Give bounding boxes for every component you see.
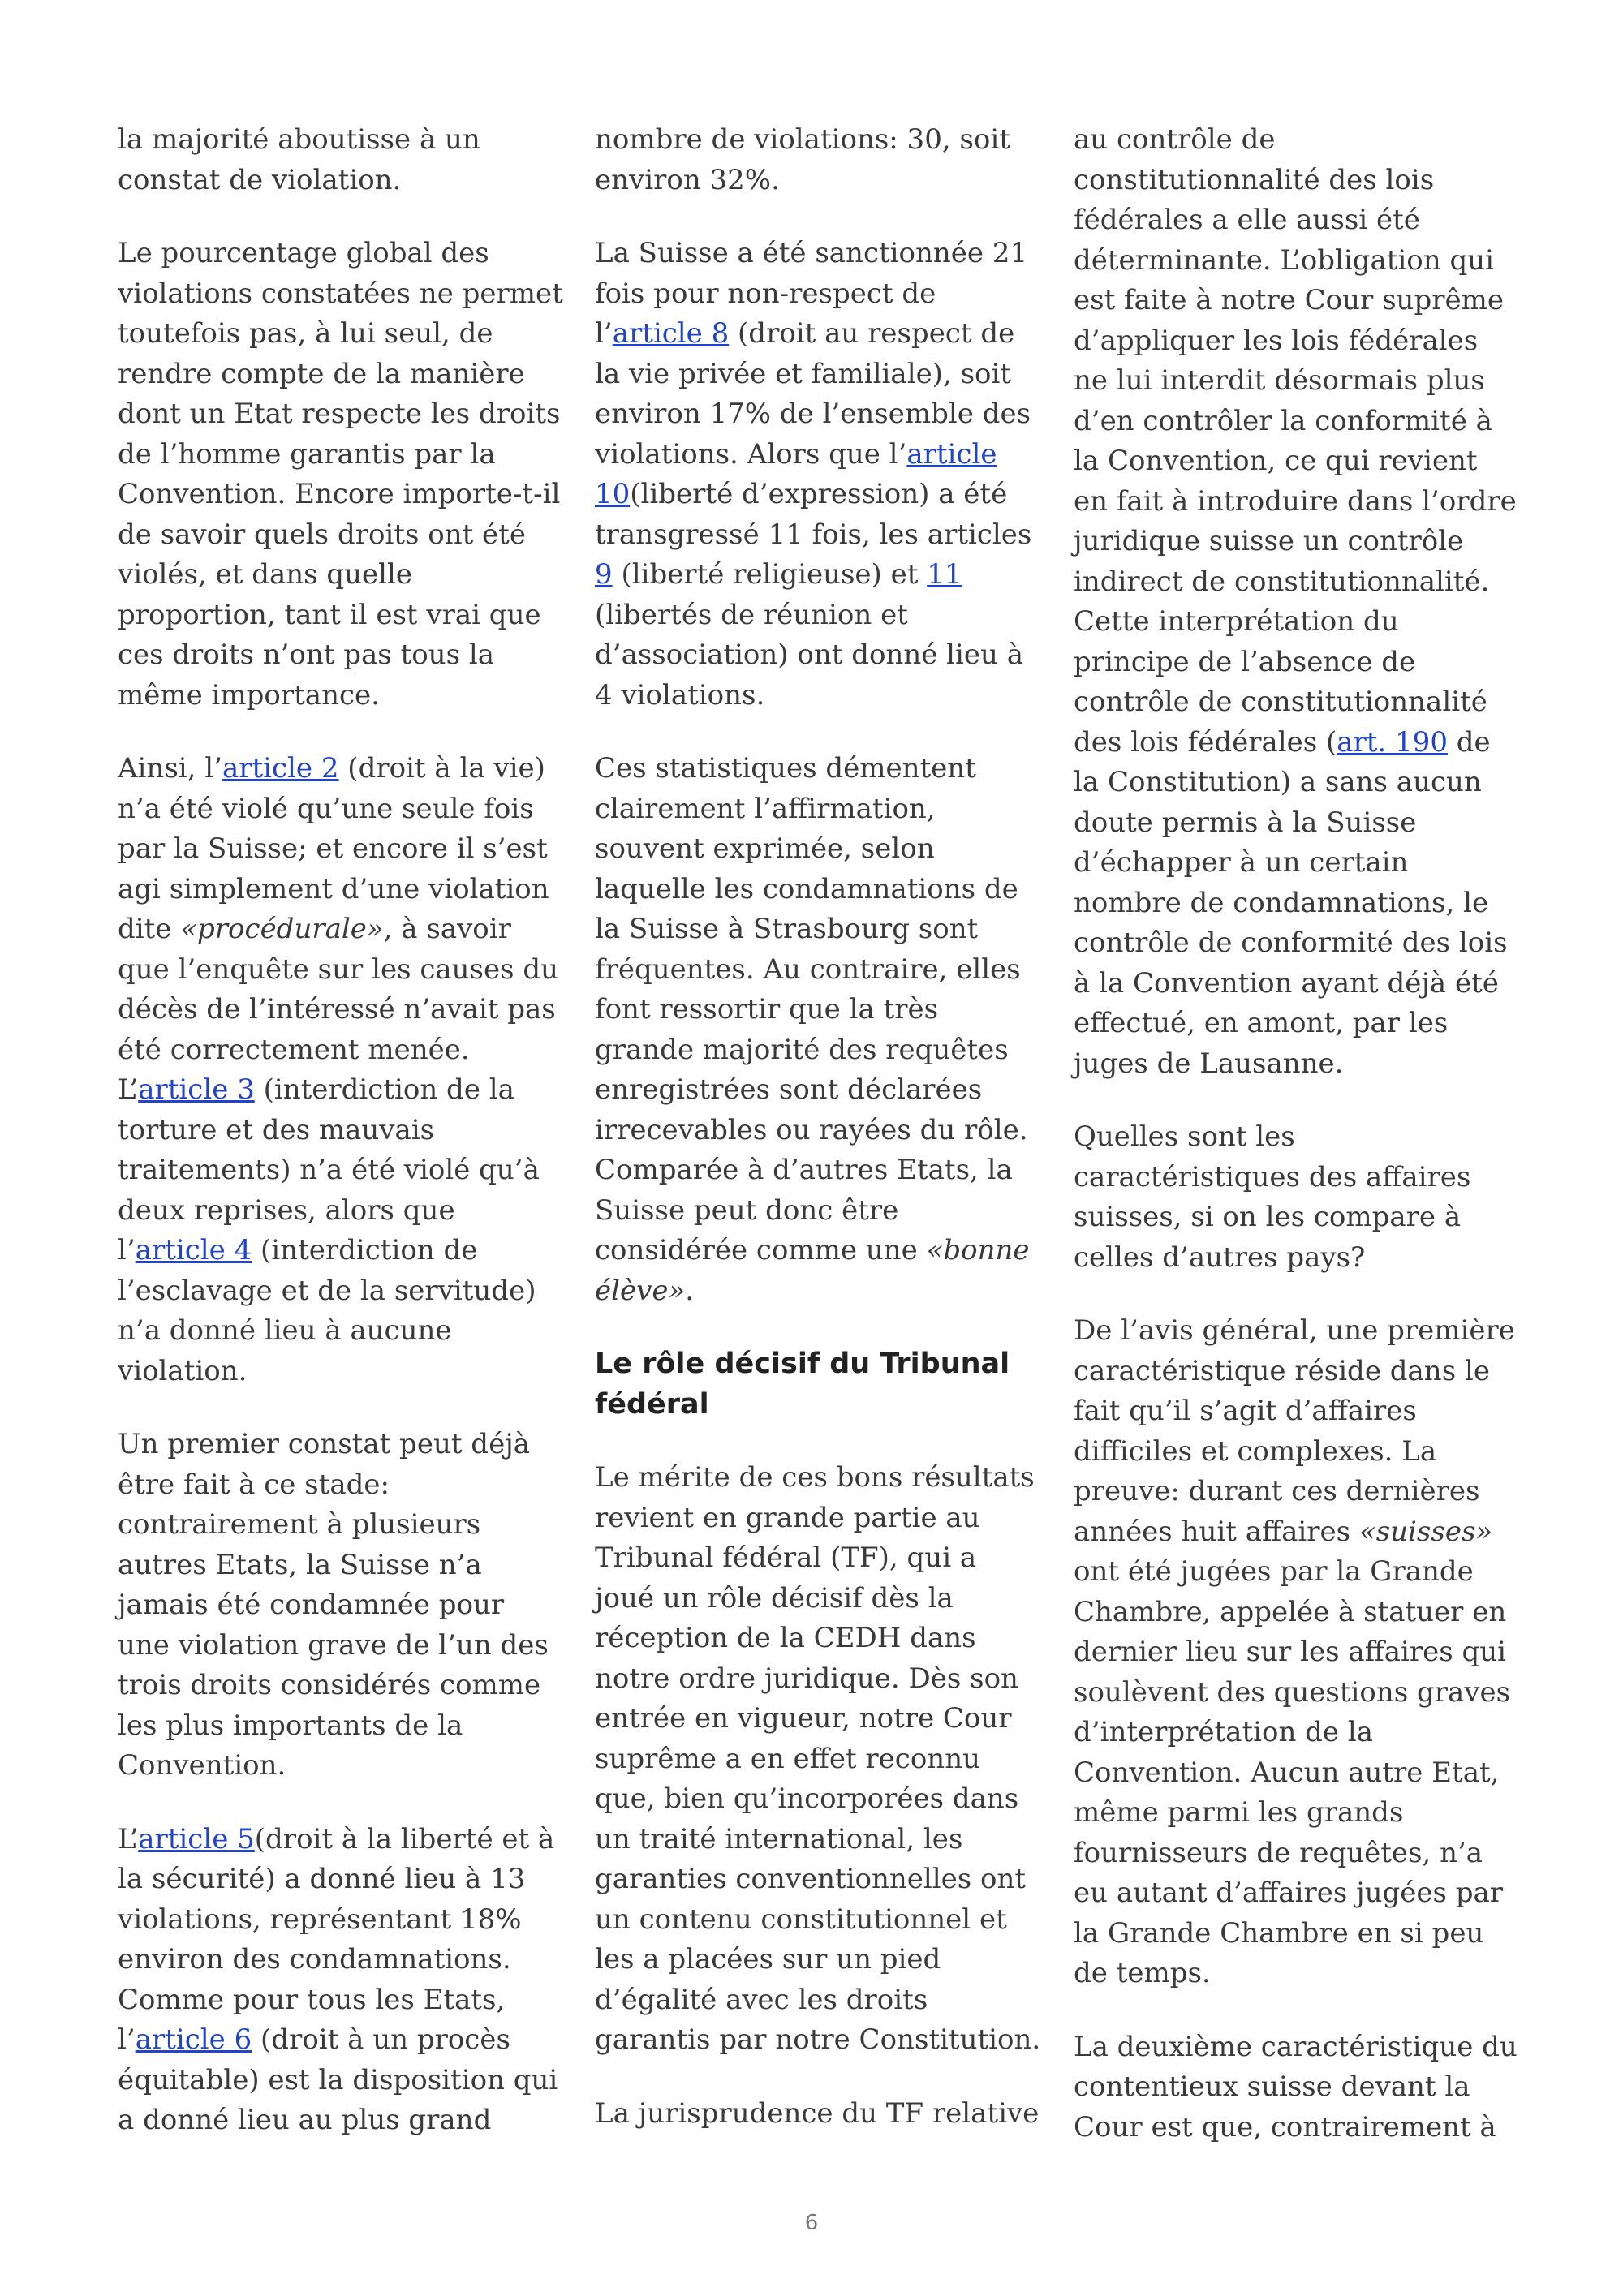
text-run: (droit à un procès équitable) est la disposition qui a donné lieu au plus grand xyxy=(118,2023,558,2136)
text-column-3 xyxy=(1074,120,1520,2181)
link-article-8[interactable]: article 8 xyxy=(612,317,730,350)
text-run: (interdiction de la torture et des mauvais traitements) n’a été violé qu’à deux reprises, alors que l’ xyxy=(118,1073,540,1266)
section-heading: Le rôle décisif du Tribunal fédéral xyxy=(595,1348,1010,1421)
paragraph: La jurisprudence du TF relative xyxy=(595,2096,1040,2130)
paragraph xyxy=(595,749,1041,1311)
paragraph xyxy=(118,749,564,1391)
emphasis: «procédurale» xyxy=(180,913,384,945)
text-run: ont été jugées par la Grande Chambre, appelée à statuer en dernier lieu sur les affaires qui soulèvent des questions graves d’interprétation de la Convention. Aucun autre Etat, même parmi les grands fournisseurs de requêtes, n’a eu autant d’affaires jugées par la Grande Chambre en si peu de temps. xyxy=(1074,1555,1511,1989)
text-run: au contrôle de constitutionnalité des lois fédérales a elle aussi été déterminante. L’obligation qui est faite à notre Cour suprême d’appliquer les lois fédérales ne lui interdit désormais plus d’en contrôler la conformité à la Convention, ce qui revient en fait à introduire dans l’ordre juridique suisse un contrôle indirect de constitutionnalité. Cette interprétation du principe de l’absence de contrôle de constitutionnalité des lois fédérales ( xyxy=(1074,123,1517,759)
text-run: De l’avis général, une première caractéristique réside dans le fait qu’il s’agit d’affaires difficiles et complexes. La preuve: durant ces dernières années huit affaires xyxy=(1074,1314,1515,1548)
paragraph: la majorité aboutisse à un constat de violation. xyxy=(118,123,480,196)
text-run: (droit à la liberté et à la sécurité) a donné lieu à 13 violations, représentant 18% environ des condamnations. Comme pour tous les Etats, l’ xyxy=(118,1822,555,2056)
text-run: , à savoir que l’enquête sur les causes du décès de l’intéressé n’avait pas été correctement menée. L’ xyxy=(118,913,559,1106)
text-run: de la Constitution) a sans aucun doute permis à la Suisse d’échapper à un certain nombre de condamnations, le contrôle de conformité des lois à la Convention ayant déjà été effectué, en amont, par les juges de Lausanne. xyxy=(1074,725,1508,1080)
text-run: La Suisse a été sanctionnée 21 fois pour non-respect de l’ xyxy=(595,237,1028,350)
text-column-2 xyxy=(595,120,1041,2167)
paragraph: La deuxième caractéristique du contentieux suisse devant la Cour est que, contrairement à xyxy=(1074,2030,1518,2143)
paragraph xyxy=(118,1820,564,2141)
paragraph xyxy=(1074,120,1520,1084)
paragraph: nombre de violations: 30, soit environ 32%. xyxy=(595,123,1010,196)
paragraph: Un premier constat peut déjà être fait à ce stade: contrairement à plusieurs autres Etats, la Suisse n’a jamais été condamnée pour une violation grave de l’un des trois droits considérés comme les plus importants de la Convention. xyxy=(118,1428,549,1782)
text-run: . xyxy=(685,1274,695,1307)
link-article-3[interactable]: article 3 xyxy=(138,1073,255,1106)
link-article-10[interactable]: article 10 xyxy=(595,437,997,510)
paragraph xyxy=(1074,1311,1520,1994)
text-column-1 xyxy=(118,120,564,2174)
paragraph: Le mérite de ces bons résultats revient en grande partie au Tribunal fédéral (TF), qui a joué un rôle décisif dès la réception de la CEDH dans notre ordre juridique. Dès son entrée en vigueur, notre Cour suprême a en effet reconnu que, bien qu’incorporées dans un traité international, les garanties conventionnelles ont un contenu constitutionnel et les a placées sur un pied d’égalité avec les droits garantis par notre Constitution. xyxy=(595,1461,1041,2056)
paragraph xyxy=(595,234,1041,716)
link-article-11[interactable]: 11 xyxy=(927,558,962,591)
text-run: Ces statistiques démentent clairement l’affirmation, souvent exprimée, selon laquelle les condamnations de la Suisse à Strasbourg sont fréquentes. Au contraire, elles font ressortir que la très grande majorité des requêtes enregistrées sont déclarées irrecevables ou rayées du rôle. Comparée à d’autres Etats, la Suisse peut donc être considérée comme une xyxy=(595,752,1028,1266)
text-run: L’ xyxy=(118,1822,139,1855)
text-run: (droit à la vie) n’a été violé qu’une seule fois par la Suisse; et encore il s’est agi simplement d’une violation dite xyxy=(118,752,549,945)
paragraph: Quelles sont les caractéristiques des affaires suisses, si on les compare à celles d’autres pays? xyxy=(1074,1120,1471,1274)
text-run: (liberté religieuse) et xyxy=(612,558,928,591)
text-run: Ainsi, l’ xyxy=(118,752,222,785)
text-run: (liberté d’expression) a été transgressé 11 fois, les articles xyxy=(595,478,1032,551)
text-run: (interdiction de l’esclavage et de la servitude) n’a donné lieu à aucune violation. xyxy=(118,1234,536,1387)
link-article-9[interactable]: 9 xyxy=(595,558,613,591)
text-run: (droit au respect de la vie privée et familiale), soit environ 17% de l’ensemble des violations. Alors que l’ xyxy=(595,317,1031,471)
link-article-5[interactable]: article 5 xyxy=(138,1822,255,1855)
link-article-2[interactable]: article 2 xyxy=(222,752,339,785)
link-article-190[interactable]: art. 190 xyxy=(1337,725,1448,759)
emphasis: «bonne élève» xyxy=(595,1234,1030,1307)
link-article-4[interactable]: article 4 xyxy=(135,1234,252,1266)
page-number: 6 xyxy=(804,2211,819,2235)
paragraph: Le pourcentage global des violations constatées ne permet toutefois pas, à lui seul, de rendre compte de la manière dont un Etat respecte les droits de l’homme garantis par la Convention. Encore importe-t-il de savoir quels droits ont été violés, et dans quelle proportion, tant il est vrai que ces droits n’ont pas tous la même importance. xyxy=(118,237,563,712)
text-run: (libertés de réunion et d’association) ont donné lieu à 4 violations. xyxy=(595,598,1024,712)
emphasis: «suisses» xyxy=(1358,1515,1493,1548)
link-article-6[interactable]: article 6 xyxy=(135,2023,252,2056)
